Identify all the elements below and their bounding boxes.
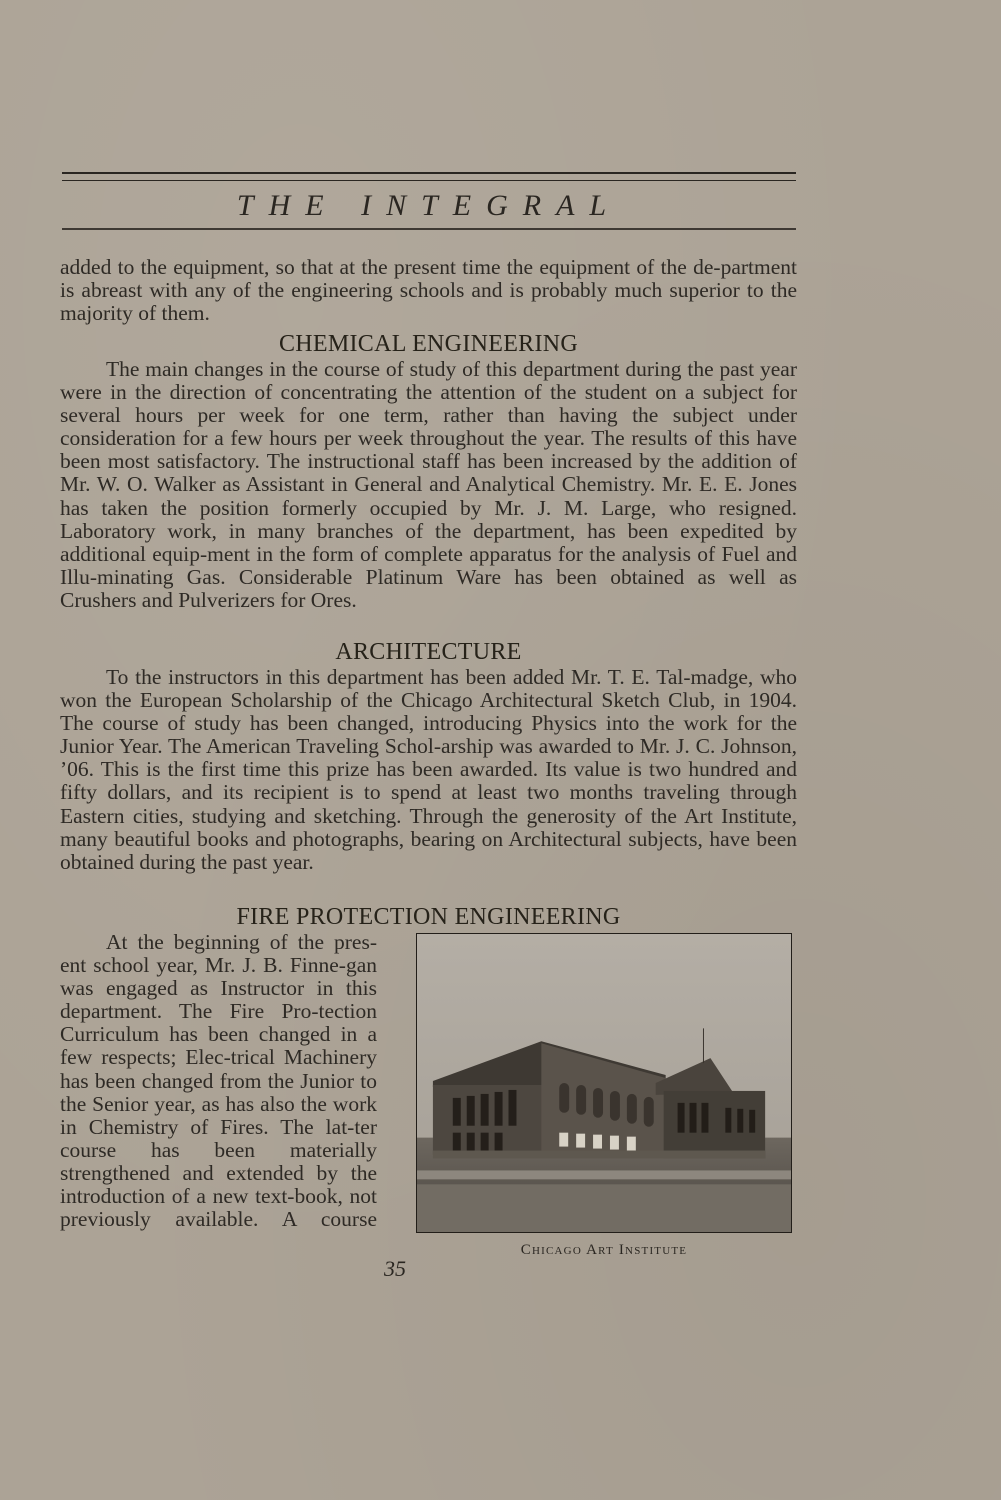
paragraph: At the beginning of the pres-ent school year, Mr. J. B. Finne-gan was engaged as Instructor in this department. The Fire Pro-tection Curriculum has been changed in a few respects; Elec-trical Machinery has been changed from the Junior to the Senior year, as has also the work in Chemistry of Fires. The lat-ter course has been materially strengthened and extended by the introduction of a new text-book, not previously available. A course xyxy=(60,930,377,1232)
header-rule-top-thin xyxy=(62,180,796,181)
page-number: 35 xyxy=(384,1256,406,1281)
art-institute-photo xyxy=(416,933,792,1233)
section-body-architecture xyxy=(60,666,797,874)
section-heading-fire-protection-engineering: FIRE PROTECTION ENGINEERING xyxy=(236,904,621,930)
road xyxy=(417,1184,791,1232)
paragraph: The main changes in the course of study of this department during the past year were in the direction of concentrating the attention of the student on a subject for several hours per week for one term, rather than having the subject under consideration for a few hours per week throughout the year. The results of this have been most satisfactory. The instructional staff has been increased by the addition of Mr. W. O. Walker as Assistant in General and Analytical Chemistry. Mr. E. E. Jones has taken the position formerly occupied by Mr. J. M. Large, who resigned. Laboratory work, in many branches of the department, has been expedited by additional equip-ment in the form of complete apparatus for the analysis of Fuel and Illu-minating Gas. Considerable Platinum Ware has been obtained as well as Crushers and Pulverizers for Ores. xyxy=(60,357,797,612)
section-heading-chemical-engineering: CHEMICAL ENGINEERING xyxy=(278,331,579,357)
section-heading-architecture: ARCHITECTURE xyxy=(335,639,522,665)
section-body-fire-protection-engineering xyxy=(60,931,377,1231)
building-photo-illustration xyxy=(417,934,791,1232)
paragraph: To the instructors in this department has been added Mr. T. E. Tal-madge, who won the European Scholarship of the Chicago Architectural Sketch Club, in 1904. The course of study has been changed, introducing Physics into the work for the Junior Year. The American Traveling Schol-arship was awarded to Mr. J. C. Johnson, ’06. This is the first time this prize has been awarded. Its value is two hundred and fifty dollars, and its recipient is to spend at least two months traveling through Eastern cities, studying and sketching. Through the generosity of the Art Institute, many beautiful books and photographs, bearing on Architectural subjects, have been obtained during the past year. xyxy=(60,665,797,874)
photo-caption: Chicago Art Institute xyxy=(520,1242,688,1258)
section-body-chemical-engineering xyxy=(60,358,797,612)
running-head: THE INTEGRAL xyxy=(236,189,622,222)
sidewalk xyxy=(417,1170,791,1179)
header-rule-bottom xyxy=(62,228,796,230)
intro-text: added to the equipment, so that at the present time the equipment of the de-partment is abreast with any of the engineering schools and is probably much superior to the majority of them. xyxy=(60,255,797,326)
header-rule-top xyxy=(62,172,796,174)
building-base xyxy=(433,1151,765,1159)
intro-paragraph xyxy=(60,256,797,325)
